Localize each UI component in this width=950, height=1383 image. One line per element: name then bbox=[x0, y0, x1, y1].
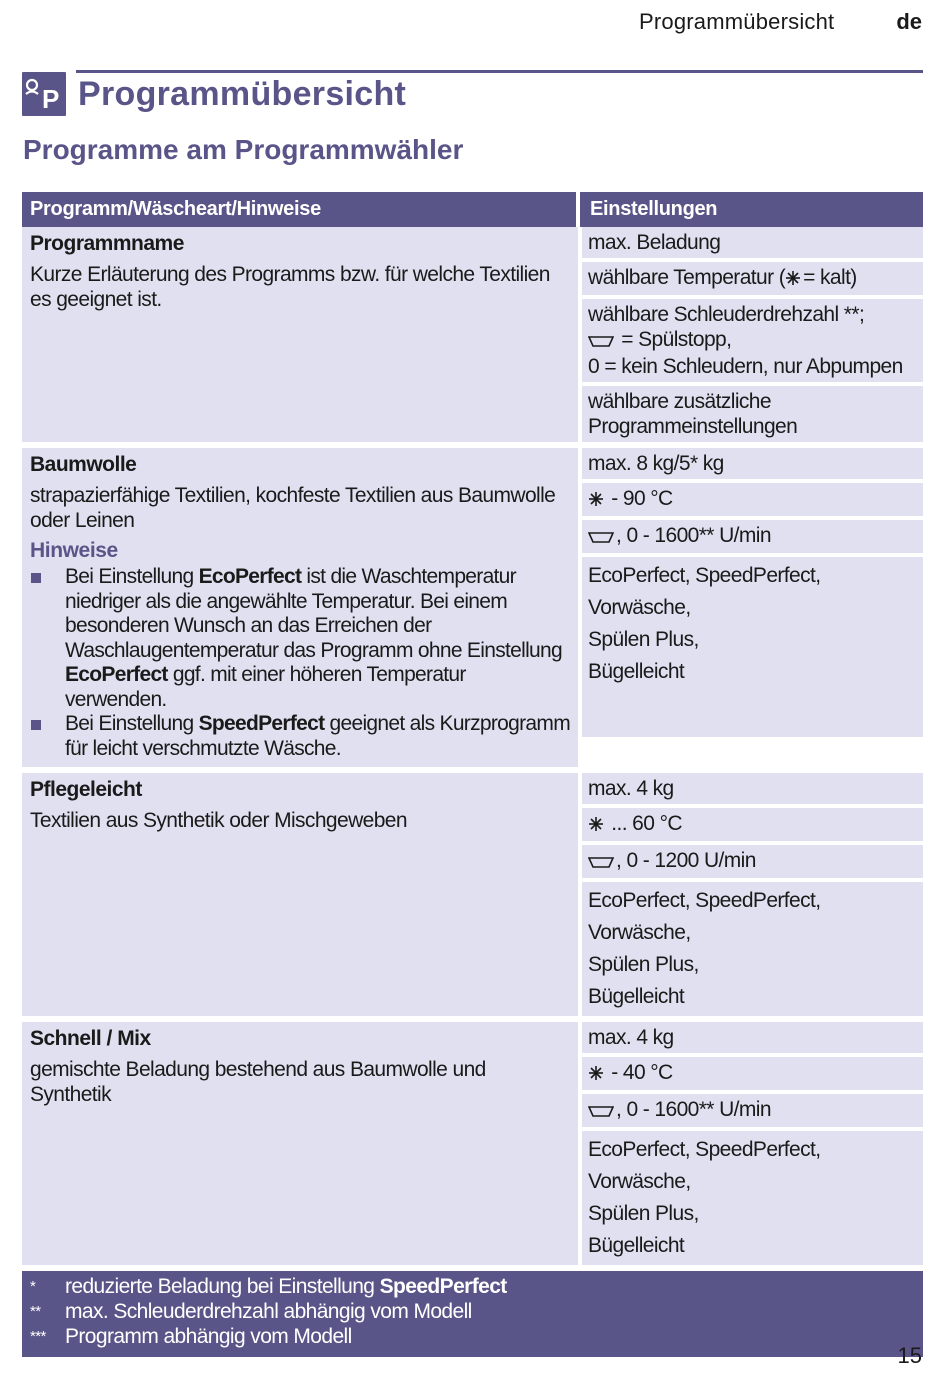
setting-load: max. 4 kg bbox=[582, 773, 923, 804]
setting-temperature: ... 60 °C bbox=[582, 808, 923, 841]
setting-options: EcoPerfect, SpeedPerfect, Vorwäsche, Spülen Plus, Bügelleicht bbox=[582, 1131, 923, 1265]
cold-snowflake-icon bbox=[588, 488, 604, 513]
program-description: strapazierfähige Textilien, kochfeste Textilien aus Baumwolle oder Leinen bbox=[30, 484, 556, 532]
program-name: Pflegeleicht bbox=[30, 778, 142, 801]
program-description: Kurze Erläuterung des Programms bzw. für welche Textilien es geeignet ist. bbox=[30, 263, 550, 311]
cold-snowflake-icon bbox=[588, 1062, 604, 1087]
program-name: Programmname bbox=[30, 232, 184, 255]
program-description: gemischte Beladung bestehend aus Baumwolle und Synthetik bbox=[30, 1058, 486, 1106]
bullet-square-icon bbox=[31, 720, 41, 730]
page-number: 15 bbox=[897, 1343, 922, 1368]
rinse-hold-tub-icon bbox=[588, 1099, 614, 1124]
language-tag: de bbox=[896, 9, 922, 34]
setting-options: wählbare zusätzliche Programmeinstellungen bbox=[582, 386, 923, 442]
setting-spin: , 0 - 1200 U/min bbox=[582, 845, 923, 878]
table-row bbox=[22, 445, 923, 770]
setting-load: max. 4 kg bbox=[582, 1022, 923, 1053]
rinse-hold-tub-icon bbox=[588, 525, 614, 550]
setting-spin: wählbare Schleuderdrehzahl **; = Spülstopp, 0 = kein Schleudern, nur Abpumpen bbox=[582, 299, 923, 382]
column-header-program: Programm/Wäscheart/Hinweise bbox=[22, 192, 578, 227]
setting-temperature: wählbare Temperatur ( = kalt) bbox=[582, 262, 923, 295]
header-rule bbox=[76, 70, 923, 73]
table-row bbox=[22, 1019, 923, 1268]
page-title: Programmübersicht bbox=[78, 75, 407, 113]
notes-heading: Hinweise bbox=[30, 539, 118, 562]
svg-text:P: P bbox=[42, 84, 60, 114]
column-header-settings: Einstellungen bbox=[578, 192, 923, 227]
footnote-row bbox=[22, 1268, 923, 1357]
program-description: Textilien aus Synthetik oder Mischgeweben bbox=[30, 809, 407, 832]
footnote: *** Programm abhängig vom Modell bbox=[30, 1325, 352, 1348]
setting-temperature: - 40 °C bbox=[582, 1057, 923, 1090]
setting-options: EcoPerfect, SpeedPerfect, Vorwäsche, Spülen Plus, Bügelleicht bbox=[582, 557, 923, 737]
bullet-square-icon bbox=[31, 573, 41, 583]
running-header-title: Programmübersicht bbox=[639, 9, 835, 34]
setting-spin: , 0 - 1600** U/min bbox=[582, 520, 923, 553]
section-title: Programme am Programmwähler bbox=[23, 134, 464, 165]
program-name: Baumwolle bbox=[30, 453, 137, 476]
program-overview-icon bbox=[22, 72, 66, 116]
table-row bbox=[22, 227, 923, 445]
table-row bbox=[22, 770, 923, 1019]
program-table bbox=[22, 192, 923, 1357]
list-item: Bei Einstellung EcoPerfect ist die Waschtemperatur niedriger als die angewählte Temperatur. Bei einem besonderen Wunsch an das Erreichen der Waschlaugentemperatur das Programm ohne Einstellung EcoPerfect ggf. mit einer höheren Temperatur verwenden. bbox=[30, 565, 570, 712]
notes-list bbox=[30, 565, 570, 761]
footnote: ** max. Schleuderdrehzahl abhängig vom Modell bbox=[30, 1300, 472, 1323]
setting-spin: , 0 - 1600** U/min bbox=[582, 1094, 923, 1127]
rinse-hold-tub-icon bbox=[588, 329, 614, 354]
setting-options: EcoPerfect, SpeedPerfect, Vorwäsche, Spülen Plus, Bügelleicht bbox=[582, 882, 923, 1016]
rinse-hold-tub-icon bbox=[588, 850, 614, 875]
footnote: * reduzierte Beladung bei Einstellung SpeedPerfect bbox=[30, 1275, 507, 1298]
cold-snowflake-icon bbox=[785, 267, 801, 292]
setting-temperature: - 90 °C bbox=[582, 483, 923, 516]
setting-load: max. Beladung bbox=[582, 227, 923, 258]
setting-load: max. 8 kg/5* kg bbox=[582, 448, 923, 479]
list-item: Bei Einstellung SpeedPerfect geeignet als Kurzprogramm für leicht verschmutzte Wäsche. bbox=[30, 712, 570, 761]
cold-snowflake-icon bbox=[588, 813, 604, 838]
program-name: Schnell / Mix bbox=[30, 1027, 151, 1050]
